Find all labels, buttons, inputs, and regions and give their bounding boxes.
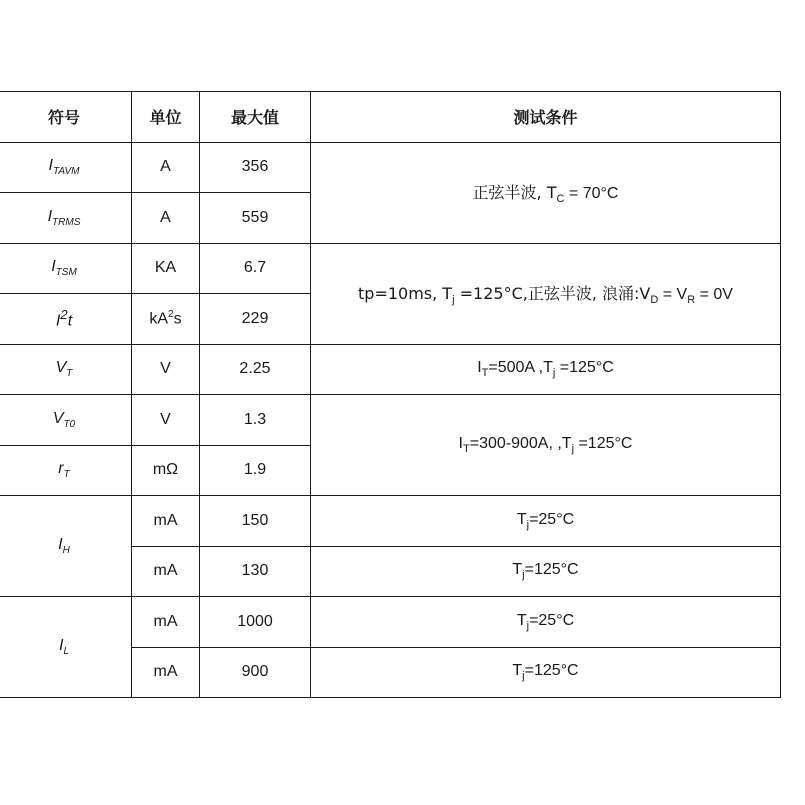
max-value-cell: 356 <box>200 142 311 193</box>
condition-subscript: C <box>556 193 565 206</box>
condition-text: =25°C <box>529 611 575 629</box>
symbol-letter: I <box>48 157 53 175</box>
table-row <box>0 344 781 395</box>
unit-text: s <box>173 310 182 328</box>
condition-cell <box>311 142 781 243</box>
condition-subscript: T <box>481 367 489 380</box>
unit-cell: KA <box>132 243 200 294</box>
condition-text: = 70°C <box>564 184 619 202</box>
unit-cell: mA <box>132 647 200 698</box>
unit-superscript: 2 <box>168 309 174 321</box>
symbol-letter: I <box>55 312 61 330</box>
condition-text: T <box>512 662 523 680</box>
symbol-letter: I <box>47 207 53 225</box>
condition-cell <box>311 243 781 344</box>
unit-cell: mA <box>132 496 200 547</box>
table-row <box>0 395 781 446</box>
condition-text: I <box>477 359 482 377</box>
unit-cell: A <box>132 193 200 244</box>
max-value-cell: 229 <box>200 294 311 345</box>
symbol-tail: t <box>67 312 73 330</box>
condition-text: 正弦半波, T <box>472 182 557 202</box>
table-row <box>0 597 781 648</box>
table-row <box>0 496 781 547</box>
condition-subscript: j <box>522 670 525 683</box>
condition-subscript: j <box>526 619 530 632</box>
condition-text: =125°C <box>574 434 633 452</box>
unit-cell: mA <box>132 546 200 597</box>
header-symbol: 符号 <box>0 92 132 143</box>
header-unit: 单位 <box>132 92 200 143</box>
condition-subscript: j <box>526 518 530 531</box>
symbol-subscript: H <box>62 545 70 557</box>
symbol-subscript: TSM <box>55 267 77 279</box>
symbol-superscript: 2 <box>60 307 68 323</box>
max-value-cell: 900 <box>200 647 311 698</box>
condition-text: =125°C <box>555 359 614 377</box>
symbol-subscript: T <box>66 368 73 380</box>
header-row <box>0 92 781 143</box>
condition-text: =125°C <box>524 662 579 680</box>
condition-cell <box>311 597 781 648</box>
symbol-subscript: TRMS <box>52 216 81 228</box>
condition-subscript: R <box>687 294 696 307</box>
condition-cell <box>311 496 781 547</box>
symbol-letter: I <box>58 636 64 654</box>
condition-text: T <box>516 510 527 528</box>
condition-text: = 0V <box>695 285 733 303</box>
condition-text: T <box>512 561 523 579</box>
symbol-letter: I <box>51 258 56 276</box>
condition-text: =25°C <box>529 510 575 528</box>
symbol-subscript: T <box>63 469 70 481</box>
max-value-cell: 150 <box>200 496 311 547</box>
symbol-cell <box>0 445 132 496</box>
symbol-cell <box>0 142 132 193</box>
spec-table <box>0 91 781 698</box>
max-value-cell: 2.25 <box>200 344 311 395</box>
condition-cell <box>311 647 781 698</box>
condition-text: = V <box>658 285 688 303</box>
symbol-cell <box>0 294 132 345</box>
unit-text: kA <box>149 310 169 328</box>
condition-text: T <box>516 611 527 629</box>
symbol-cell <box>0 243 132 294</box>
max-value-cell: 6.7 <box>200 243 311 294</box>
condition-cell <box>311 344 781 395</box>
symbol-letter: r <box>58 460 64 478</box>
max-value-cell: 1.3 <box>200 395 311 446</box>
condition-subscript: j <box>571 443 575 456</box>
max-value-cell: 1000 <box>200 597 311 648</box>
symbol-letter: V <box>52 409 64 427</box>
unit-cell: mA <box>132 597 200 648</box>
unit-cell: mΩ <box>132 445 200 496</box>
condition-subscript: T <box>462 443 470 456</box>
symbol-subscript: TAVM <box>52 166 80 178</box>
unit-cell: V <box>132 395 200 446</box>
condition-text: I <box>458 434 463 452</box>
symbol-cell <box>0 496 132 597</box>
max-value-cell: 559 <box>200 193 311 244</box>
condition-text: =125°C,正弦半波, 浪涌:V <box>454 283 651 303</box>
condition-text: =500A ,T <box>488 359 553 377</box>
condition-subscript: D <box>650 294 659 307</box>
table-row <box>0 142 781 193</box>
table-row <box>0 243 781 294</box>
condition-text: tp=10ms, T <box>358 283 453 303</box>
header-max: 最大值 <box>200 92 311 143</box>
unit-cell: V <box>132 344 200 395</box>
condition-text: =125°C <box>524 561 579 579</box>
condition-subscript: j <box>552 367 556 380</box>
symbol-letter: V <box>55 359 67 377</box>
condition-subscript: j <box>522 569 525 582</box>
condition-cell <box>311 546 781 597</box>
symbol-cell <box>0 597 132 698</box>
max-value-cell: 1.9 <box>200 445 311 496</box>
unit-cell: A <box>132 142 200 193</box>
unit-cell <box>132 294 200 345</box>
symbol-cell <box>0 344 132 395</box>
max-value-cell: 130 <box>200 546 311 597</box>
condition-subscript: j <box>452 294 455 307</box>
condition-text: =300-900A, ,T <box>469 434 572 452</box>
header-conditions: 测试条件 <box>311 92 781 143</box>
symbol-cell <box>0 193 132 244</box>
symbol-cell <box>0 395 132 446</box>
symbol-subscript: T0 <box>63 418 76 430</box>
symbol-letter: I <box>58 535 63 553</box>
condition-cell <box>311 395 781 496</box>
symbol-subscript: L <box>63 646 69 658</box>
